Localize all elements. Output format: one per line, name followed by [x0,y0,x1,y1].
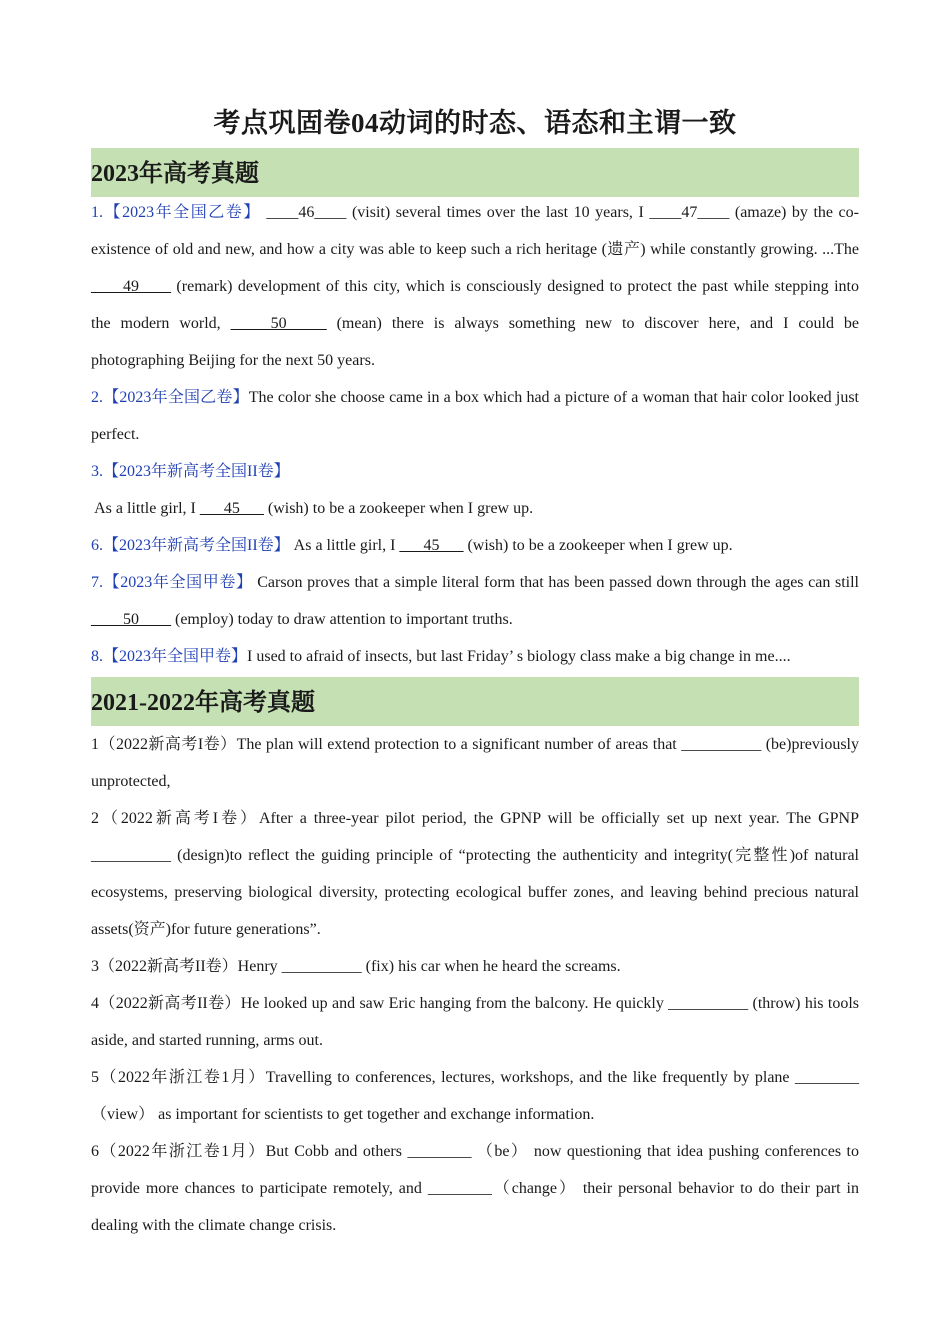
question-2022-2: 2（2022新高考I卷）After a three-year pilot period, the GPNP will be officially set up next year. The GPNP __________ (design)to reflect the guiding principle of “protecting the authenticity and integrity(完整性)of natural ecosystems, preserving biological diversity, protecting ecological buffer zones, and leaving behind precious natural assets(资产)for future generations”. [91,810,859,938]
question-3-label [91,453,859,490]
answer-blank: ____50____ [91,611,171,628]
question-label: 7.【2023年全国甲卷】 [91,574,253,591]
question-label: 6.【2023年新高考全国II卷】 [91,537,290,554]
question-7: 7.【2023年全国甲卷】 Carson proves that a simple literal form that has been passed down through the ages can still ____50____ (employ) today to draw attention to important truths. [91,574,859,628]
answer-blank: _____50_____ [230,315,327,332]
answer-blank: ___45___ [199,500,264,517]
document-page [91,100,859,1244]
question-label: 1.【2023年全国乙卷】 [91,204,261,221]
question-label: 2.【2023年全国乙卷】 [91,389,249,406]
page-title: 考点巩固卷04动词的时态、语态和主谓一致 [213,108,737,138]
question-2022-4: 4（2022新高考II卷）He looked up and saw Eric hanging from the balcony. He quickly __________ (throw) his tools aside, and started running, arms out. [91,995,859,1049]
question-label: 3.【2023年新高考全国II卷】 [91,463,290,480]
question-2022-3: 3（2022新高考II卷）Henry __________ (fix) his car when he heard the screams. [91,958,621,975]
question-2022-6: 6（2022年浙江卷1月）But Cobb and others ________ （be） now questioning that idea pushing conferences to provide more chances to participate remotely, and ________（change） their personal behavior to do their part in dealing with the climate change crisis. [91,1143,859,1234]
question-2022-1: 1（2022新高考I卷）The plan will extend protection to a significant number of areas that __________ (be)previously unprotected, [91,736,859,790]
question-2022-5: 5（2022年浙江卷1月）Travelling to conferences, lectures, workshops, and the like frequently by plane ________（view） as important for scientists to get together and exchange information. [91,1069,859,1123]
question-1: 1.【2023年全国乙卷】 ____46____ (visit) several times over the last 10 years, I ____47____ (amaze) by the co-existence of old and new, and how a city was able to keep such a rich heritage (遗产) while constantly growing. ...The ____49____ (remark) development of this city, which is consciously designed to protect the past while stepping into the modern world, _____50_____ (mean) there is always something new to discover here, and I could be photographing Beijing for the next 50 years. [91,204,860,369]
question-2: 2.【2023年全国乙卷】The color she choose came in a box which had a picture of a woman that hair color looked just perfect. [91,389,859,443]
section-heading-2023: 2023年高考真题 [91,148,859,197]
question-label: 8.【2023年全国甲卷】 [91,648,248,665]
question-3-body: As a little girl, I ___45___ (wish) to be a zookeeper when I grew up. [91,500,534,517]
section-heading-2021-2022: 2021-2022年高考真题 [91,677,859,726]
answer-blank: ___45___ [399,537,464,554]
question-8: 8.【2023年全国甲卷】I used to afraid of insects, but last Friday’ s biology class make a big change in me.... [91,648,791,665]
question-6: 6.【2023年新高考全国II卷】 As a little girl, I ___45___ (wish) to be a zookeeper when I grew up. [91,537,733,554]
answer-blank: ____49____ [91,278,171,295]
